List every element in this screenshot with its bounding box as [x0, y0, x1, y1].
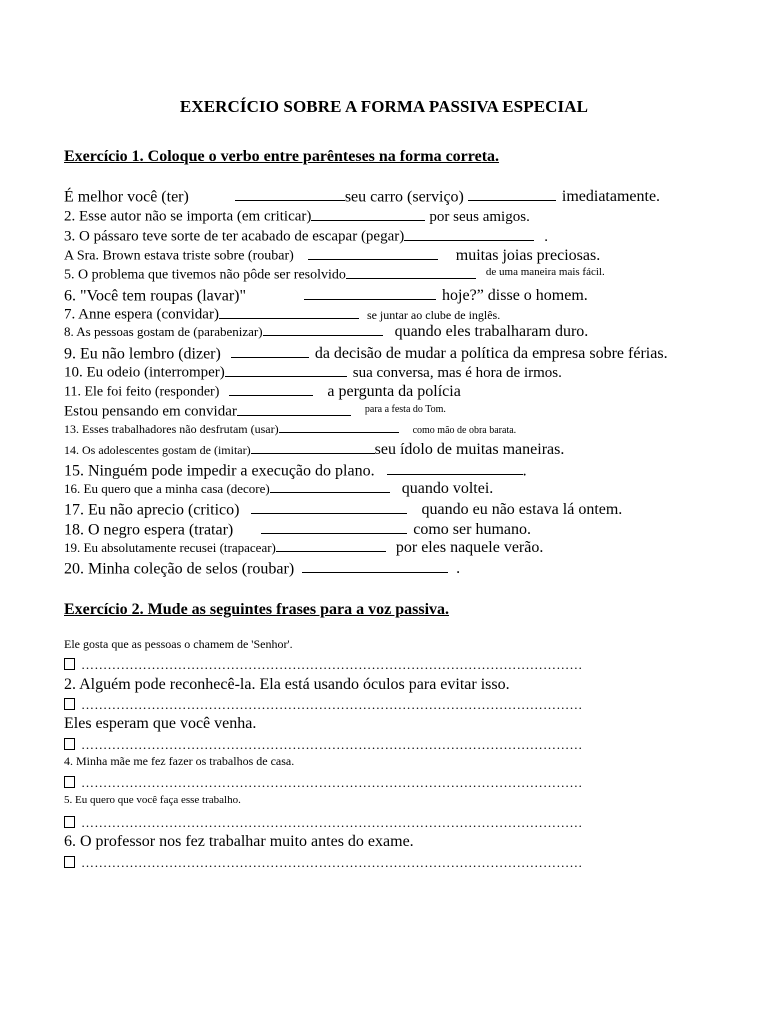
- item-text: 13. Esses trabalhadores não desfrutam (usar): [64, 421, 279, 436]
- exercise-1-item-20: [64, 558, 460, 578]
- item-text: da decisão de mudar a política da empresa sobre férias.: [314, 345, 668, 363]
- exercise-2-item-2: 2. Alguém pode reconhecê-la. Ela está usando óculos para evitar isso.: [64, 676, 510, 693]
- exercise-1-item-19: [64, 539, 543, 557]
- checkbox-icon: [64, 816, 75, 828]
- answer-dots: ……………………………………………………………………………………………………: [81, 737, 583, 752]
- heading-underline-tail: [449, 598, 487, 614]
- item-text: como ser humano.: [413, 521, 531, 539]
- item-text: 9. Eu não lembro (dizer): [64, 345, 221, 363]
- item-text: 11. Ele foi feito (responder): [64, 384, 220, 400]
- exercise-2-item-3: Eles esperam que você venha.: [64, 715, 257, 732]
- item-text: por eles naquele verão.: [395, 539, 544, 556]
- exercise-1-item-12: [64, 401, 446, 421]
- item-text: Estou pensando em convidar: [64, 403, 237, 420]
- exercise-2-item-4: 4. Minha mãe me fez fazer os trabalhos de casa.: [64, 754, 295, 768]
- answer-line[interactable]: [64, 775, 583, 791]
- exercise-1-item-9: [64, 343, 668, 363]
- answer-dots: ……………………………………………………………………………………………………: [81, 775, 583, 790]
- exercise-1-item-14: [64, 441, 564, 459]
- item-text: 15. Ninguém pode impedir a execução do plano.: [64, 462, 375, 480]
- answer-blank[interactable]: [302, 558, 448, 573]
- answer-blank[interactable]: [279, 421, 399, 433]
- exercise-1-item-6: [64, 285, 588, 305]
- item-text: 2. Esse autor não se importa (em criticar): [64, 208, 312, 225]
- exercise-2-item-1: Ele gosta que as pessoas o chamem de 'Senhor'.: [64, 637, 293, 651]
- exercise-1-item-1: [64, 186, 660, 206]
- answer-blank[interactable]: [229, 382, 313, 396]
- exercise-1-item-3: [64, 226, 548, 246]
- item-text: como mão de obra barata.: [412, 424, 517, 436]
- exercise-1-item-18: [64, 519, 531, 539]
- exercise-1-heading: [64, 148, 499, 166]
- answer-blank[interactable]: [251, 442, 375, 454]
- exercise-1-item-7: [64, 304, 500, 324]
- answer-dots: ……………………………………………………………………………………………………: [81, 815, 583, 830]
- item-text: 20. Minha coleção de selos (roubar): [64, 560, 295, 578]
- item-text: hoje?” disse o homem.: [442, 287, 588, 305]
- item-text: 7. Anne espera (convidar): [64, 306, 219, 323]
- answer-blank[interactable]: [231, 343, 309, 358]
- exercise-1-item-17: [64, 499, 622, 519]
- item-text: seu ídolo de muitas maneiras.: [374, 441, 565, 458]
- answer-blank[interactable]: [308, 246, 438, 260]
- exercise-2-item-5: 5. Eu quero que você faça esse trabalho.: [64, 794, 241, 806]
- answer-blank[interactable]: [304, 285, 436, 300]
- answer-dots: ……………………………………………………………………………………………………: [81, 855, 583, 870]
- exercise-2-heading-text: Exercício 2. Mude as seguintes frases para a voz passiva.: [64, 601, 450, 618]
- exercise-1-item-13: [64, 421, 516, 437]
- answer-blank[interactable]: [311, 206, 425, 221]
- item-text: muitas joias preciosas.: [455, 246, 601, 264]
- item-text: 19. Eu absolutamente recusei (trapacear): [64, 540, 276, 555]
- answer-blank[interactable]: [276, 539, 386, 552]
- item-text: quando eu não estava lá ontem.: [421, 501, 623, 519]
- item-text: seu carro (serviço): [344, 188, 464, 206]
- item-text: A Sra. Brown estava triste sobre (roubar): [64, 248, 294, 264]
- item-text: 8. As pessoas gostam de (parabenizar): [64, 324, 263, 339]
- answer-blank[interactable]: [237, 401, 351, 416]
- answer-blank[interactable]: [235, 186, 345, 201]
- answer-blank[interactable]: [251, 499, 407, 514]
- checkbox-icon: [64, 738, 75, 750]
- checkbox-icon: [64, 658, 75, 670]
- answer-blank[interactable]: [263, 323, 383, 336]
- answer-line[interactable]: [64, 697, 583, 713]
- item-text: É melhor você (ter): [64, 188, 189, 206]
- item-text: a pergunta da polícia: [327, 382, 461, 400]
- item-text: sua conversa, mas é hora de irmos.: [352, 364, 562, 381]
- answer-blank[interactable]: [219, 304, 359, 319]
- exercise-2-item-6: 6. O professor nos fez trabalhar muito antes do exame.: [64, 833, 414, 850]
- item-text: de uma maneira mais fácil.: [485, 265, 605, 278]
- exercise-1-item-11: [64, 382, 461, 401]
- item-text: se juntar ao clube de inglês.: [366, 307, 501, 322]
- answer-blank[interactable]: [387, 460, 523, 475]
- exercise-2-heading: [64, 598, 487, 619]
- item-text: por seus amigos.: [429, 208, 530, 225]
- exercise-1-heading-text: Exercício 1. Coloque o verbo entre parênteses na forma corre: [64, 148, 482, 165]
- item-text: 6. "Você tem roupas (lavar)": [64, 287, 247, 305]
- answer-line[interactable]: [64, 815, 583, 831]
- item-text: 18. O negro espera (tratar): [64, 521, 234, 539]
- answer-blank[interactable]: [346, 265, 476, 279]
- answer-blank[interactable]: [261, 519, 407, 534]
- item-text: quando voltei.: [401, 480, 494, 497]
- checkbox-icon: [64, 856, 75, 868]
- answer-blank[interactable]: [404, 226, 534, 241]
- checkbox-icon: [64, 698, 75, 710]
- checkbox-icon: [64, 776, 75, 788]
- exercise-1-item-15: [64, 460, 527, 480]
- item-text: 5. O problema que tivemos não pôde ser resolvido: [64, 267, 346, 283]
- exercise-1-item-4: [64, 246, 600, 265]
- item-text: 3. O pássaro teve sorte de ter acabado de escapar (pegar): [64, 228, 405, 245]
- item-text: .: [456, 560, 461, 578]
- exercise-1-heading-tail: ta.: [481, 148, 500, 165]
- exercise-1-item-16: [64, 480, 493, 498]
- answer-dots: ……………………………………………………………………………………………………: [81, 697, 583, 712]
- item-text: imediatamente.: [561, 188, 661, 206]
- answer-line[interactable]: [64, 855, 583, 871]
- item-text: 10. Eu odeio (interromper): [64, 364, 225, 381]
- answer-blank[interactable]: [468, 186, 556, 201]
- answer-line[interactable]: [64, 657, 583, 673]
- item-text: 17. Eu não aprecio (critico): [64, 501, 240, 519]
- exercise-1-item-10: [64, 362, 562, 382]
- answer-dots: ……………………………………………………………………………………………………: [81, 657, 583, 672]
- item-text: .: [522, 462, 527, 480]
- exercise-1-item-8: [64, 323, 588, 341]
- exercise-1-item-2: [64, 206, 530, 226]
- exercise-1-item-5: [64, 265, 605, 284]
- answer-blank[interactable]: [270, 480, 390, 493]
- item-text: quando eles trabalharam duro.: [394, 323, 589, 340]
- item-text: .: [544, 228, 548, 245]
- item-text: 16. Eu quero que a minha casa (decore): [64, 481, 270, 496]
- item-text: para a festa do Tom.: [364, 403, 446, 415]
- page-title: EXERCÍCIO SOBRE A FORMA PASSIVA ESPECIAL: [179, 97, 589, 116]
- answer-line[interactable]: [64, 737, 583, 753]
- answer-blank[interactable]: [225, 362, 347, 377]
- item-text: 14. Os adolescentes gostam de (imitar): [64, 443, 251, 457]
